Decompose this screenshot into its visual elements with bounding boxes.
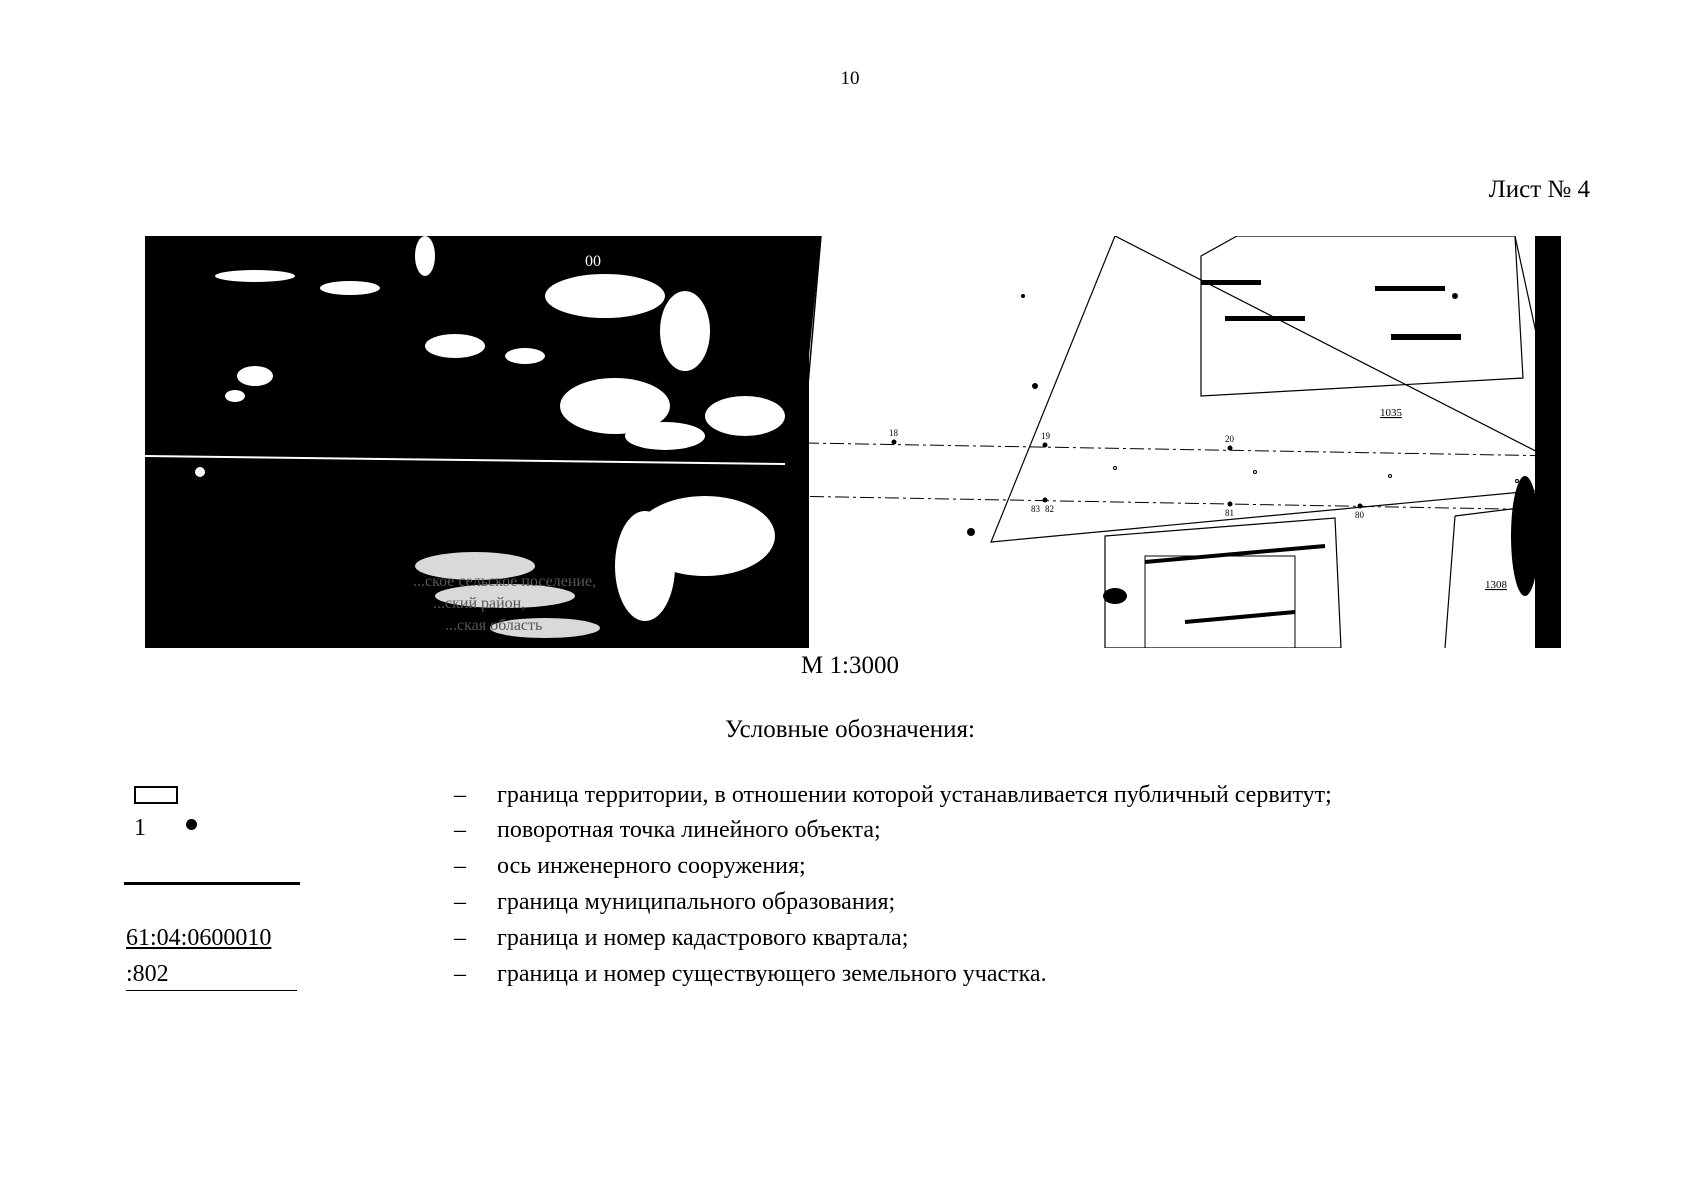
parcel-bottom [1105,518,1341,648]
legend-item-municipality: – граница муниципального образования; [0,889,1698,923]
map-scale: М 1:3000 [801,652,899,679]
cadastral-quarter-code: 61:04:0600010 [126,925,272,951]
map-drawing [145,236,1561,648]
svg-text:...ский район,: ...ский район, [433,595,526,612]
legend-item-structure-axis: – ось инженерного сооружения; [454,853,806,879]
legend-item-parcel: :802 – граница и номер существующего земельного участка. [0,961,1698,995]
point-icon [186,819,197,830]
map-image [145,236,1561,648]
page-number: 10 [840,68,860,89]
svg-text:...ская область: ...ская область [445,617,543,634]
legend-text: граница и номер кадастрового квартала; [497,925,909,951]
parcel-label-1035: 1035 [1380,407,1402,419]
svg-text:81: 81 [1225,508,1234,518]
rectangle-icon [134,786,178,804]
parcel-line-icon [126,990,297,991]
legend-title: Условные обозначения: [724,716,976,743]
solid-line-icon [124,882,300,885]
legend-item-turning-point: 1 – поворотная точка линейного объекта; [134,815,881,843]
svg-text:83: 83 [1031,504,1040,514]
structure-axis-bottom [785,496,1561,510]
turning-points [889,428,1519,520]
legend-text: граница муниципального образования; [497,889,896,915]
svg-text:00: 00 [585,253,601,270]
structure-axis-top [805,443,1561,456]
legend-item-cadastral-quarter: 61:04:0600010 – граница и номер кадастрового квартала; [126,925,909,951]
sheet-label: Лист № 4 [1488,176,1590,203]
parcel-label-1308: 1308 [1485,579,1507,591]
svg-text:20: 20 [1225,434,1234,444]
servitude-boundary [991,236,1561,542]
svg-text:18: 18 [889,428,898,438]
svg-text:82: 82 [1045,504,1054,514]
legend-text: поворотная точка линейного объекта; [497,817,881,843]
point-number: 1 [134,815,146,841]
svg-text:80: 80 [1355,510,1364,520]
legend-text: ось инженерного сооружения; [497,853,806,879]
legend-text: граница и номер существующего земельного участка. [497,961,1047,987]
parcel-code: :802 [126,961,169,987]
svg-text:...ское сельское поселение,: ...ское сельское поселение, [413,573,597,590]
svg-text:19: 19 [1041,431,1050,441]
legend-item-servitude: – граница территории, в отношении которой устанавливается публичный сервитут; [0,782,1698,816]
legend-text: граница территории, в отношении которой устанавливается публичный сервитут; [497,782,1332,808]
